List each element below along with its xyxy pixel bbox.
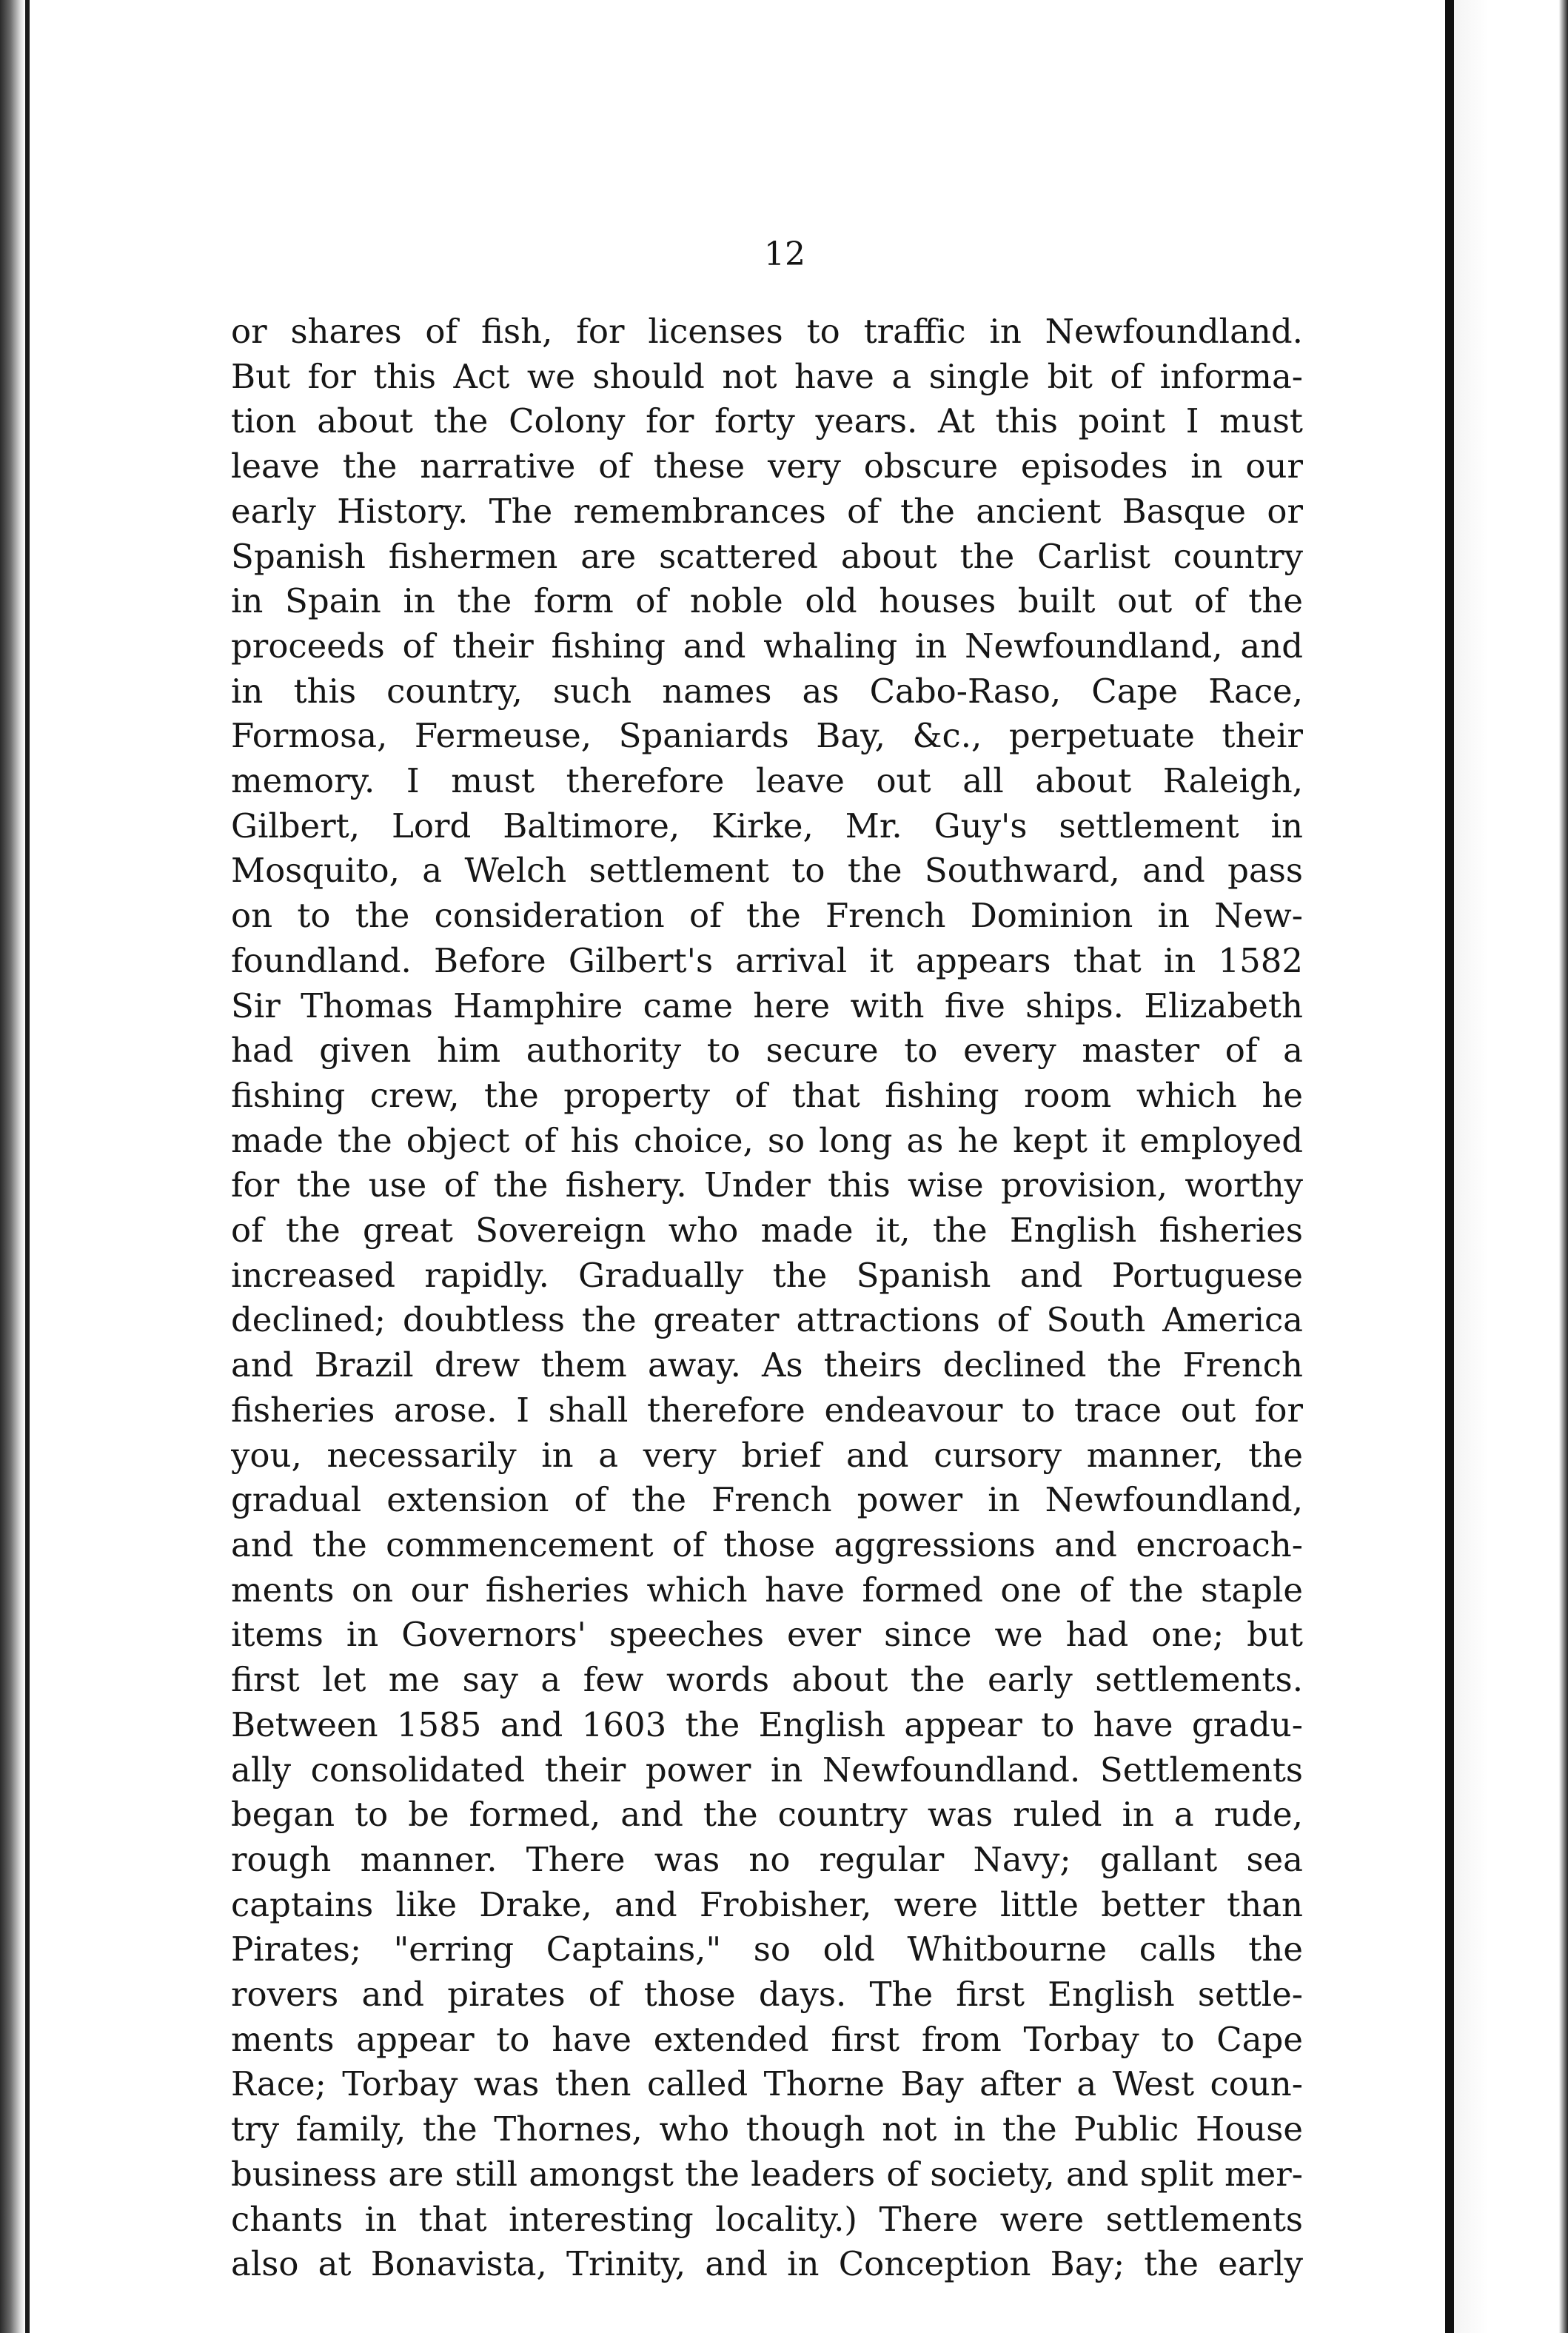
text-line: had given him authority to secure to every master of a: [231, 1031, 1303, 1071]
text-line: you, necessarily in a very brief and cursory manner, the: [231, 1435, 1303, 1475]
text-line: fishing crew, the property of that fishing room which he: [231, 1075, 1303, 1115]
text-line: rovers and pirates of those days. The first English settle-: [231, 1975, 1303, 2015]
page-edge-left: [25, 0, 30, 2333]
text-line: memory. I must therefore leave out all about Raleigh,: [231, 761, 1303, 801]
text-line: items in Governors' speeches ever since we had one; but: [231, 1615, 1303, 1655]
text-line: try family, the Thornes, who though not in the Public House: [231, 2109, 1303, 2149]
text-line: on to the consideration of the French Dominion in New-: [231, 896, 1303, 936]
text-line: made the object of his choice, so long as he kept it employed: [231, 1120, 1303, 1160]
text-line: captains like Drake, and Frobisher, were little better than: [231, 1884, 1303, 1924]
text-line: for the use of the fishery. Under this wise provision, worthy: [231, 1165, 1303, 1205]
text-line: business are still amongst the leaders of society, and split mer-: [231, 2154, 1303, 2194]
text-line: Pirates; "erring Captains," so old Whitbourne calls the: [231, 1929, 1303, 1969]
text-line: proceeds of their fishing and whaling in Newfoundland, and: [231, 626, 1303, 666]
facing-page-edge: [1454, 0, 1568, 2333]
text-line: Between 1585 and 1603 the English appear to have gradu-: [231, 1704, 1303, 1744]
text-line: of the great Sovereign who made it, the English fisheries: [231, 1211, 1303, 1251]
text-line: and Brazil drew them away. As theirs declined the French: [231, 1345, 1303, 1385]
text-line: chants in that interesting locality.) There were settlements: [231, 2199, 1303, 2239]
text-line: tion about the Colony for forty years. At this point I must: [231, 401, 1303, 441]
text-line: in this country, such names as Cabo-Raso, Cape Race,: [231, 671, 1303, 711]
page-divider: [1445, 0, 1454, 2333]
text-line: ments appear to have extended first from Torbay to Cape: [231, 2019, 1303, 2059]
body-text: [231, 309, 1303, 2287]
text-line: Spanish fishermen are scattered about the Carlist country: [231, 536, 1303, 576]
text-line: increased rapidly. Gradually the Spanish and Portuguese: [231, 1255, 1303, 1295]
text-line: or shares of fish, for licenses to traffic in Newfoundland.: [231, 312, 1303, 351]
text-line: Formosa, Fermeuse, Spaniards Bay, &c., perpetuate their: [231, 716, 1303, 756]
text-line: declined; doubtless the greater attractions of South America: [231, 1300, 1303, 1340]
text-line: But for this Act we should not have a single bit of informa-: [231, 356, 1303, 396]
text-line: foundland. Before Gilbert's arrival it appears that in 1582: [231, 940, 1303, 980]
text-line: began to be formed, and the country was ruled in a rude,: [231, 1795, 1303, 1835]
text-line: in Spain in the form of noble old houses built out of the: [231, 581, 1303, 621]
text-line: rough manner. There was no regular Navy; gallant sea: [231, 1839, 1303, 1879]
text-line: Race; Torbay was then called Thorne Bay after a West coun-: [231, 2064, 1303, 2104]
text-line: Sir Thomas Hamphire came here with five ships. Elizabeth: [231, 985, 1303, 1025]
text-line: ments on our fisheries which have formed one of the staple: [231, 1570, 1303, 1610]
text-line: Mosquito, a Welch settlement to the Southward, and pass: [231, 851, 1303, 891]
text-line: gradual extension of the French power in Newfoundland,: [231, 1480, 1303, 1520]
page-gutter-shadow: [0, 0, 25, 2333]
text-line: also at Bonavista, Trinity, and in Conception Bay; the early: [231, 2244, 1303, 2284]
page-number: 12: [764, 235, 805, 273]
text-line: first let me say a few words about the early settlements.: [231, 1660, 1303, 1700]
text-line: and the commencement of those aggressions and encroach-: [231, 1524, 1303, 1564]
text-line: leave the narrative of these very obscure episodes in our: [231, 446, 1303, 486]
text-line: early History. The remembrances of the ancient Basque or: [231, 491, 1303, 531]
text-line: Gilbert, Lord Baltimore, Kirke, Mr. Guy's settlement in: [231, 806, 1303, 846]
text-line: fisheries arose. I shall therefore endeavour to trace out for: [231, 1390, 1303, 1430]
text-line: ally consolidated their power in Newfoundland. Settlements: [231, 1750, 1303, 1790]
